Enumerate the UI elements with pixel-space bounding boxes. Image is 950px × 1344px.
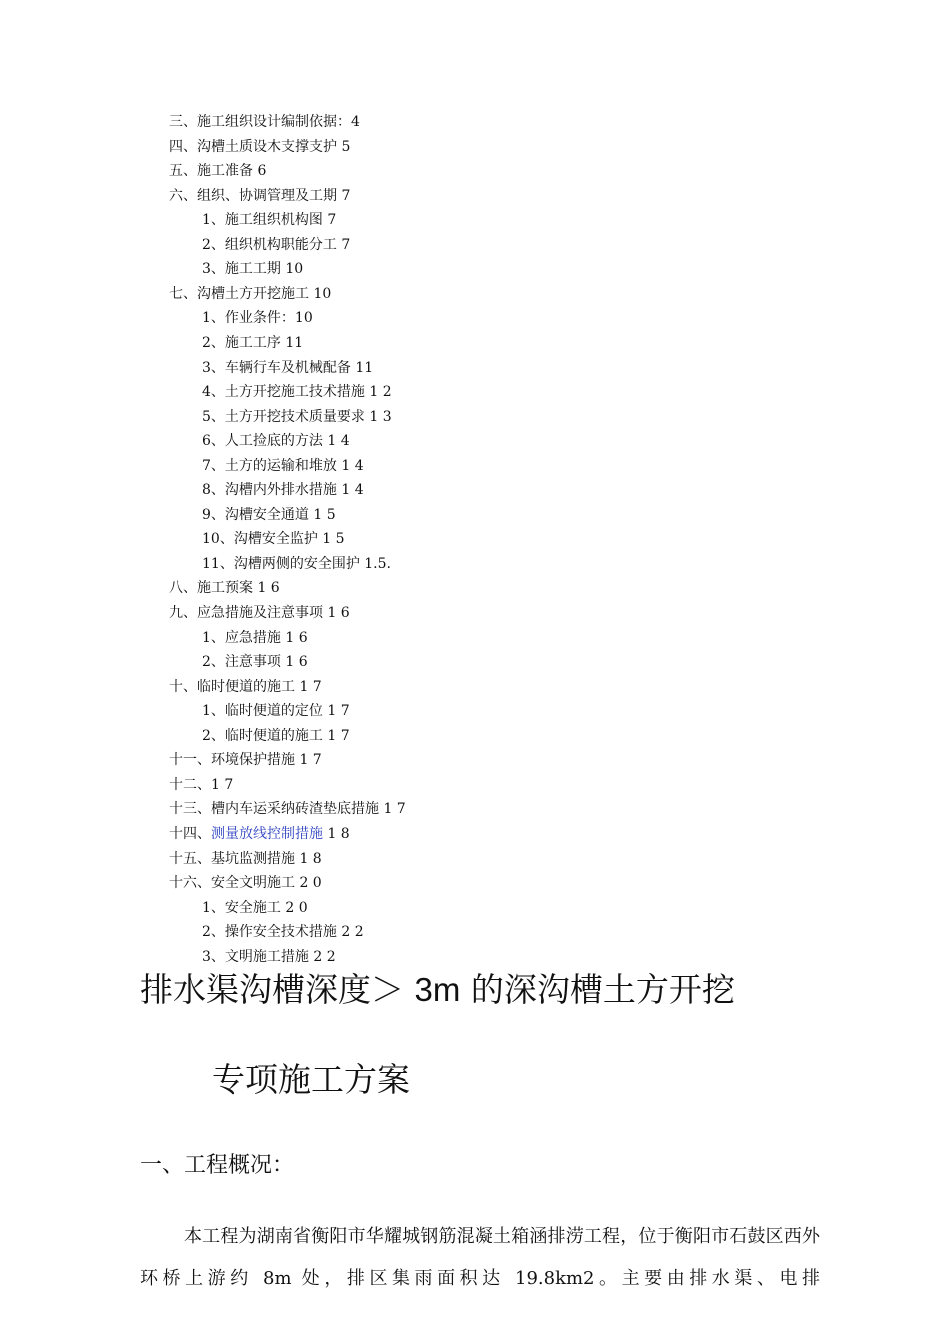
toc-entry[interactable]: 八、施工预案 1 6	[169, 580, 280, 597]
title-part-1: 排水渠沟槽深度＞	[140, 970, 415, 1009]
toc-entry[interactable]	[169, 825, 350, 843]
toc-entry[interactable]: 3、施工工期 10	[202, 261, 304, 278]
toc-entry[interactable]: 2、临时便道的施工 1 7	[202, 727, 350, 744]
toc-entry[interactable]: 六、组织、协调管理及工期 7	[169, 187, 351, 204]
toc-entry-prefix: 十四、	[169, 825, 211, 842]
toc-entry[interactable]: 十一、环境保护措施 1 7	[169, 752, 322, 769]
toc-entry[interactable]: 7、土方的运输和堆放 1 4	[202, 457, 364, 474]
toc-entry[interactable]: 9、沟槽安全通道 1 5	[202, 506, 336, 523]
toc-entry[interactable]: 十六、安全文明施工 2 0	[169, 875, 322, 892]
toc-entry[interactable]: 五、施工准备 6	[169, 163, 267, 180]
section-heading: 一、工程概况：	[140, 1153, 295, 1178]
toc-entry-link[interactable]: 测量放线控制措施	[211, 825, 323, 842]
toc-entry[interactable]: 4、土方开挖施工技术措施 1 2	[202, 384, 392, 401]
toc-entry[interactable]: 三、施工组织设计编制依据：4	[169, 114, 360, 130]
toc-entry[interactable]: 1、临时便道的定位 1 7	[202, 703, 350, 720]
toc-entry[interactable]: 1、作业条件：10	[202, 310, 313, 327]
toc-entry[interactable]: 11、沟槽两侧的安全围护 1.5.	[202, 555, 391, 572]
toc-entry[interactable]: 2、组织机构职能分工 7	[202, 236, 351, 253]
body-paragraph: 本工程为湖南省衡阳市华耀城钢筋混凝土箱涵排涝工程，位于衡阳市石鼓区西外环桥上游约 8m 处，排区集雨面积达 19.8km2。主要由排水渠、电排	[140, 1226, 820, 1289]
toc-entry[interactable]: 10、沟槽安全监护 1 5	[202, 531, 345, 548]
toc-entry[interactable]: 十、临时便道的施工 1 7	[169, 678, 322, 695]
document-subtitle: 专项施工方案	[212, 1060, 410, 1099]
toc-entry[interactable]: 十二、1 7	[169, 776, 234, 793]
title-part-3: 的深沟槽土方开挖	[460, 970, 735, 1009]
toc-entry[interactable]: 四、沟槽土质设木支撑支护 5	[169, 138, 351, 155]
toc-entry[interactable]: 十五、基坑监测措施 1 8	[169, 850, 322, 867]
toc-entry[interactable]: 8、沟槽内外排水措施 1 4	[202, 482, 364, 499]
toc-entry[interactable]: 2、注意事项 1 6	[202, 654, 308, 671]
toc-entry[interactable]: 5、土方开挖技术质量要求 1 3	[202, 408, 392, 425]
toc-entry[interactable]: 七、沟槽土方开挖施工 10	[169, 285, 332, 302]
title-part-2: 3m	[414, 971, 461, 1008]
toc-entry[interactable]: 2、施工工序 11	[202, 334, 304, 351]
toc-entry[interactable]: 1、应急措施 1 6	[202, 629, 308, 646]
toc-entry[interactable]: 2、操作安全技术措施 2 2	[202, 924, 364, 941]
document-title	[140, 968, 735, 1012]
toc-entry[interactable]: 1、安全施工 2 0	[202, 899, 308, 916]
toc-entry[interactable]: 3、文明施工措施 2 2	[202, 948, 336, 965]
toc-entry[interactable]: 3、车辆行车及机械配备 11	[202, 359, 374, 376]
toc-entry[interactable]: 十三、槽内车运采纳砖渣垫底措施 1 7	[169, 801, 406, 818]
toc-entry[interactable]: 九、应急措施及注意事项 1 6	[169, 605, 350, 621]
toc-entry[interactable]: 1、施工组织机构图 7	[202, 212, 337, 229]
toc-entry-page: 1 8	[327, 825, 350, 842]
toc-entry[interactable]: 6、人工捡底的方法 1 4	[202, 433, 350, 450]
